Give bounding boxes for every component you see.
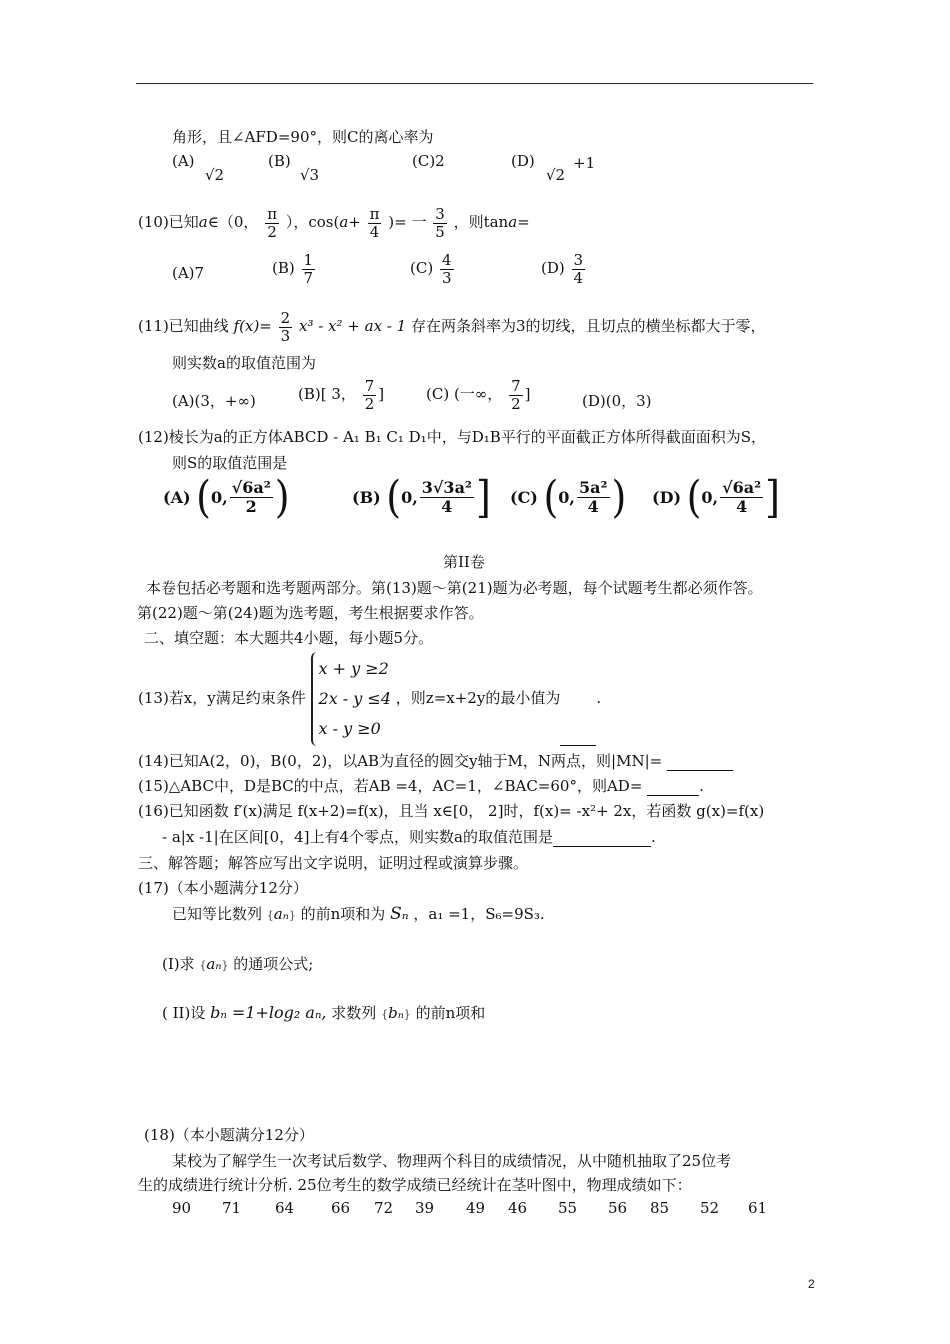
q14-answer-blank[interactable]: [667, 754, 733, 771]
q11-stem: (11)已知曲线 f(x)= $\frac{2}{3}$ x³ - x² + ax - 1 存在两条斜率为3的切线，且切点的横坐标都大于零，: [138, 309, 766, 345]
q10-option-c: (C) $\frac{4}{3}$: [410, 251, 452, 287]
q9-option-b-value: √3: [300, 166, 320, 184]
q9-option-c: (C)2: [412, 152, 445, 170]
q17-title: (17)（本小题满分12分）: [138, 879, 308, 897]
q14: (14)已知A(2，0)，B(0，2)，以AB为直径的圆交y轴于M，N两点，则|MN|=: [138, 750, 733, 771]
q18-line2: 生的成绩进行统计分析. 25位考生的数学成绩已经统计在茎叶图中，物理成绩如下：: [138, 1176, 692, 1194]
q18-line1: 某校为了解学生一次考试后数学、物理两个科目的成绩情况，从中随机抽取了25位考: [172, 1152, 732, 1170]
solve-section-header: 三、解答题；解答应写出文字说明，证明过程或演算步骤。: [138, 854, 529, 872]
q9-option-d-value: √2: [546, 166, 566, 184]
q16-line2: - a|x -1|在区间[0，4]上有4个零点，则实数a的取值范围是 .: [162, 828, 656, 846]
score: 49: [466, 1199, 486, 1217]
q13-answer-blank[interactable]: [560, 729, 596, 746]
q11-line2: 则实数a的取值范围为: [172, 354, 316, 372]
q11-option-a: (A)(3，+∞): [172, 392, 256, 410]
q13-constraints: x + y ≥2 2x - y ≤4 x - y ≥0: [311, 652, 392, 746]
q10-option-a: (A)7: [172, 264, 205, 282]
q9-option-d-label: (D): [511, 152, 535, 170]
q12-option-c: (C) ( 0, $\frac{\text{5a²}}{4}$ ): [510, 471, 627, 523]
q16-answer-blank[interactable]: [553, 830, 651, 847]
score: 61: [748, 1199, 768, 1217]
header-rule: [136, 83, 813, 84]
score: 85: [650, 1199, 670, 1217]
q18-physics-scores: [172, 1199, 778, 1217]
q9-stem: 角形，且∠AFD=90°，则C的离心率为: [172, 128, 434, 146]
q11-option-b: (B)[ 3， $\frac{7}{2}$ ]: [298, 377, 385, 413]
q15: (15)△ABC中，D是BC的中点，若AB =4，AC=1，∠BAC=60°，则AD= .: [138, 777, 704, 795]
q16-line1: (16)已知函数 f′(x)满足 f(x+2)=f(x)，且当 x∈[0， 2]时，f(x)= -x²+ 2x，若函数 g(x)=f(x): [138, 802, 765, 820]
part2-title: 第II卷: [443, 553, 485, 571]
q11-option-d: (D)(0，3): [582, 392, 652, 410]
part2-intro-line1: 本卷包括必考题和选考题两部分。第(13)题～第(21)题为必考题，每个试题考生都必须作答。: [146, 579, 763, 597]
q18-title: (18)（本小题满分12分）: [144, 1126, 314, 1144]
q12-option-b: (B) ( 0, $\frac{\text{3√3a²}}{4}$ ]: [352, 471, 491, 523]
score: 90: [172, 1199, 192, 1217]
score: 55: [558, 1199, 578, 1217]
q17-part1: (I)求 {aₙ} 的通项公式;: [162, 955, 314, 973]
q10-option-b: (B) $\frac{1}{7}$: [272, 251, 314, 287]
q17-part2: ( II)设 bₙ =1+log₂ aₙ, 求数列 {bₙ} 的前n项和: [162, 1003, 486, 1022]
score: 52: [700, 1199, 720, 1217]
score: 66: [331, 1199, 351, 1217]
page-number: 2: [808, 1277, 815, 1291]
q17-stem: 已知等比数列 {aₙ} 的前n项和为 Sₙ ，a₁ =1，S₆=9S₃.: [172, 904, 545, 924]
score: 39: [415, 1199, 435, 1217]
fill-section-header: 二、填空题：本大题共4小题，每小题5分。: [144, 629, 434, 647]
q15-answer-blank[interactable]: [647, 779, 699, 796]
q12-option-a: (A) ( 0, $\frac{\text{√6a²}}{2}$ ): [163, 471, 290, 523]
score: 71: [222, 1199, 242, 1217]
q9-option-d-suffix: +1: [573, 154, 596, 172]
score: 46: [508, 1199, 528, 1217]
q9-option-a-value: √2: [205, 166, 225, 184]
q9-option-a-label: (A): [172, 152, 195, 170]
q11-option-c: (C) (一∞， $\frac{7}{2}$ ]: [426, 377, 531, 413]
q12-option-d: (D) ( 0, $\frac{\text{√6a²}}{4}$ ]: [652, 471, 780, 523]
score: 72: [374, 1199, 394, 1217]
q13: (13)若x，y满足约束条件 x + y ≥2 2x - y ≤4 x - y ≥0 ，则z=x+2y的最小值为 .: [138, 652, 601, 746]
score: 56: [608, 1199, 628, 1217]
part2-intro-line2: 第(22)题～第(24)题为选考题，考生根据要求作答。: [137, 604, 484, 622]
q10-option-d: (D) $\frac{3}{4}$: [541, 251, 584, 287]
q10-stem: (10)已知a∈（0， $\frac{\pi}{2}$ ），cos(a+ $\frac{\pi}{4}$ )= 一 $\frac{3}{5}$ ，则tana=: [138, 205, 530, 241]
q12-line1: (12)棱长为a的正方体ABCD - A₁ B₁ C₁ D₁中，与D₁B平行的平面截正方体所得截面面积为S，: [138, 428, 767, 446]
q12-line2: 则S的取值范围是: [172, 454, 288, 472]
q9-option-b-label: (B): [268, 152, 291, 170]
score: 64: [275, 1199, 295, 1217]
